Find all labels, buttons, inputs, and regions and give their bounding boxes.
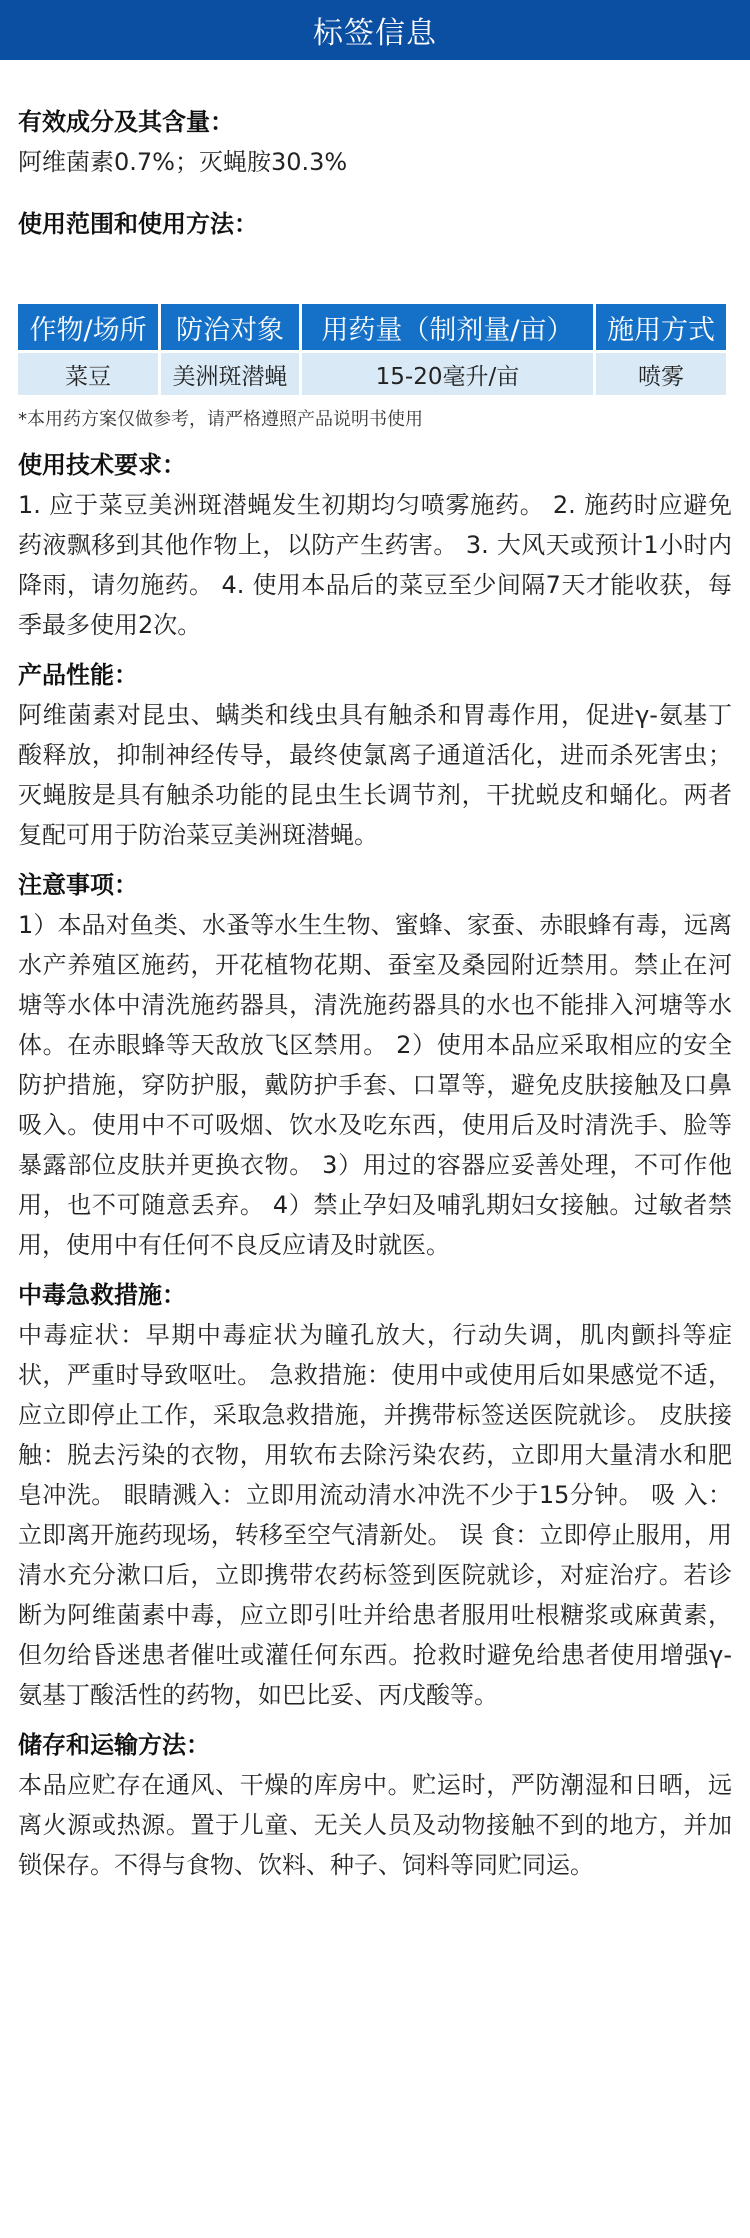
table-row — [18, 353, 726, 395]
label-content — [0, 60, 750, 1885]
col-header-method: 施用方式 — [596, 304, 726, 353]
cell-method: 喷雾 — [596, 353, 726, 395]
col-header-crop: 作物/场所 — [18, 304, 158, 353]
firstaid-heading: 中毒急救措施： — [18, 1281, 186, 1309]
technical-text: 1. 应于菜豆美洲斑潜蝇发生初期均匀喷雾施药。 2. 施药时应避免药液飘移到其他作物上，以防产生药害。 3. 大风天或预计1小时内降雨，请勿施药。 4. 使用本品后的菜豆至少间隔7天才能收获，每季最多使用2次。 — [18, 491, 732, 639]
col-header-target: 防治对象 — [161, 304, 299, 353]
firstaid-section — [18, 1275, 732, 1715]
precautions-section — [18, 865, 732, 1265]
usage-note: *本用药方案仅做参考，请严格遵照产品说明书使用 — [18, 409, 423, 430]
usage-section — [18, 182, 732, 435]
storage-section — [18, 1725, 732, 1885]
technical-section — [18, 445, 732, 645]
cell-target: 美洲斑潜蝇 — [161, 353, 299, 395]
usage-spacer — [18, 244, 732, 304]
performance-heading: 产品性能： — [18, 661, 138, 689]
performance-section — [18, 655, 732, 855]
cell-crop: 菜豆 — [18, 353, 158, 395]
precautions-heading: 注意事项： — [18, 871, 138, 899]
ingredients-heading: 有效成分及其含量： — [18, 108, 234, 136]
ingredients-section — [18, 60, 732, 182]
cell-dosage: 15-20毫升/亩 — [302, 353, 593, 395]
col-header-dosage: 用药量（制剂量/亩） — [302, 304, 593, 353]
storage-heading: 储存和运输方法： — [18, 1731, 210, 1759]
ingredients-text: 阿维菌素0.7%；灭蝇胺30.3% — [18, 148, 348, 176]
storage-text: 本品应贮存在通风、干燥的库房中。贮运时，严防潮湿和日晒，远离火源或热源。置于儿童、无关人员及动物接触不到的地方，并加锁保存。不得与食物、饮料、种子、饲料等同贮同运。 — [18, 1771, 732, 1879]
usage-heading: 使用范围和使用方法： — [18, 210, 258, 238]
performance-text: 阿维菌素对昆虫、螨类和线虫具有触杀和胃毒作用，促进γ-氨基丁酸释放，抑制神经传导，最终使氯离子通道活化，进而杀死害虫；灭蝇胺是具有触杀功能的昆虫生长调节剂，干扰蜕皮和蛹化。两者复配可用于防治菜豆美洲斑潜蝇。 — [18, 701, 732, 849]
technical-heading: 使用技术要求： — [18, 451, 186, 479]
page-header — [0, 0, 750, 60]
firstaid-text: 中毒症状：早期中毒症状为瞳孔放大，行动失调，肌肉颤抖等症状，严重时导致呕吐。 急救措施：使用中或使用后如果感觉不适，应立即停止工作，采取急救措施，并携带标签送医院就诊。 皮肤接触：脱去污染的衣物，用软布去除污染农药，立即用大量清水和肥皂冲洗。 眼睛溅入：立即用流动清水冲洗不少于15分钟。 吸 入：立即离开施药现场，转移至空气清新处。 误 食：立即停止服用，用清水充分漱口后，立即携带农药标签到医院就诊，对症治疗。若诊断为阿维菌素中毒，应立即引吐并给患者服用吐根糖浆或麻黄素，但勿给昏迷患者催吐或灌任何东西。抢救时避免给患者使用增强γ-氨基丁酸活性的药物，如巴比妥、丙戊酸等。 — [18, 1321, 732, 1709]
precautions-text: 1）本品对鱼类、水蚤等水生生物、蜜蜂、家蚕、赤眼蜂有毒，远离水产养殖区施药，开花植物花期、蚕室及桑园附近禁用。禁止在河塘等水体中清洗施药器具，清洗施药器具的水也不能排入河塘等水体。在赤眼蜂等天敌放飞区禁用。 2）使用本品应采取相应的安全防护措施，穿防护服，戴防护手套、口罩等，避免皮肤接触及口鼻吸入。使用中不可吸烟、饮水及吃东西，使用后及时清洗手、脸等暴露部位皮肤并更换衣物。 3）用过的容器应妥善处理，不可作他用，也不可随意丢弃。 4）禁止孕妇及哺乳期妇女接触。过敏者禁用，使用中有任何不良反应请及时就医。 — [18, 911, 732, 1259]
page-title: 标签信息 — [313, 16, 437, 51]
dosage-table — [15, 304, 729, 395]
dosage-table-header-row — [18, 304, 726, 353]
